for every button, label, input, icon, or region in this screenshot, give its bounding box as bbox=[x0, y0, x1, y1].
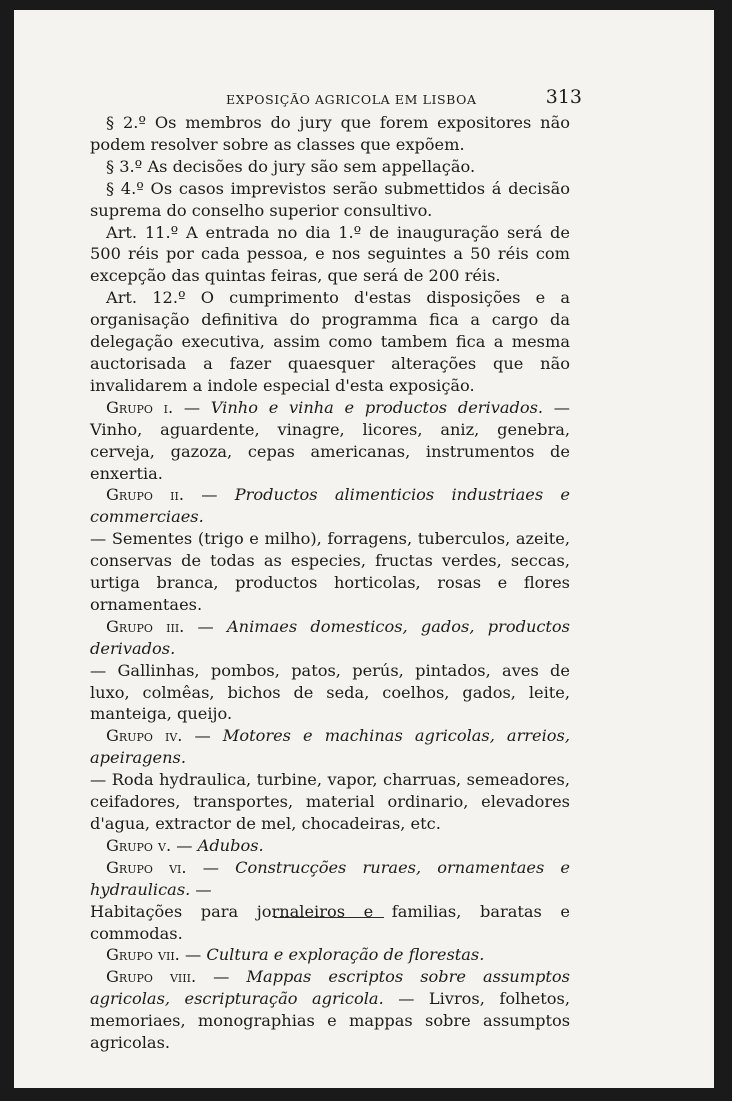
group-title: Productos alimenticios industriaes e commerciaes. bbox=[90, 485, 570, 527]
group-label: Grupo i. bbox=[106, 397, 174, 417]
group-label: Grupo ii. bbox=[106, 485, 185, 505]
paragraph-section-4: § 4.º Os casos imprevistos serão submettidos á decisão suprema do conselho superior consultivo. bbox=[90, 178, 570, 220]
group-title: Cultura e exploração de florestas. bbox=[206, 945, 485, 965]
group-label: Grupo viii. bbox=[106, 967, 197, 987]
group-entry: Grupo vii. — Cultura e exploração de florestas. bbox=[106, 945, 485, 965]
group-text: Livros, folhetos, memoriaes, monographias e mappas sobre assumptos agricolas. bbox=[90, 989, 570, 1053]
group-label: Grupo v. bbox=[106, 835, 172, 855]
page-body bbox=[90, 112, 570, 1054]
paragraph-article-11: Art. 11.º A entrada no dia 1.º de inauguração será de 500 réis por cada pessoa, e nos seguintes a 50 réis com excepção das quintas feiras, que será de 200 réis. bbox=[90, 222, 570, 286]
group-entry: Grupo ii. — Productos alimenticios industriaes e commerciaes. — Sementes (trigo e milho), forragens, tuberculos, azeite, conservas de todas as especies, fructas verdes, seccas, urtiga branca, productos horticolas, rosas e flores ornamentaes. bbox=[90, 485, 570, 614]
page-number: 313 bbox=[545, 86, 582, 108]
group-label: Grupo iii. bbox=[106, 616, 185, 636]
paragraph-section-3: § 3.º As decisões do jury são sem appellação. bbox=[106, 156, 476, 176]
group-title: Construcções ruraes, ornamentaes e hydraulicas. bbox=[90, 857, 571, 899]
running-head: EXPOSIÇÃO AGRICOLA EM LISBOA bbox=[226, 92, 477, 107]
group-entry: Grupo vi. — Construcções ruraes, ornamentaes e hydraulicas. — Habitações para jornaleiros e familias, baratas e commodas. bbox=[90, 857, 571, 943]
group-label: Grupo iv. bbox=[106, 726, 183, 746]
group-text: Vinho, aguardente, vinagre, licores, aniz, genebra, cerveja, gazoza, cepas americanas, instrumentos de enxertia. bbox=[90, 419, 570, 483]
group-text: Gallinhas, pombos, patos, perús, pintados, aves de luxo, colmêas, bichos de seda, coelhos, gados, leite, manteiga, queijo. bbox=[90, 660, 570, 724]
paragraph-section-2: § 2.º Os membros do jury que forem expositores não podem resolver sobre as classes que expõem. bbox=[90, 113, 570, 154]
group-title: Animaes domesticos, gados, productos derivados. bbox=[90, 616, 570, 658]
group-text: Sementes (trigo e milho), forragens, tuberculos, azeite, conservas de todas as especies, fructas verdes, seccas, urtiga branca, productos horticolas, rosas e flores ornamentaes. bbox=[90, 529, 570, 614]
group-label: Grupo vi. bbox=[106, 857, 187, 877]
group-text: Roda hydraulica, turbine, vapor, charruas, semeadores, ceifadores, transportes, material ordinario, elevadores d'agua, extractor de mel, chocadeiras, etc. bbox=[90, 770, 570, 833]
closing-rule bbox=[274, 917, 384, 918]
group-entry: Grupo v. — Adubos. bbox=[106, 835, 264, 855]
page-header bbox=[104, 86, 582, 110]
group-entry: Grupo i. — Vinho e vinha e productos derivados. — Vinho, aguardente, vinagre, licores, aniz, genebra, cerveja, gazoza, cepas americanas, instrumentos de enxertia. bbox=[90, 397, 570, 483]
group-title: Vinho e vinha e productos derivados. bbox=[210, 397, 544, 417]
group-title: Motores e machinas agricolas, arreios, apeiragens. bbox=[90, 726, 571, 768]
group-text: Habitações para jornaleiros e familias, baratas e commodas. bbox=[90, 901, 570, 943]
group-title: Adubos. bbox=[197, 835, 264, 855]
group-entry: Grupo iii. — Animaes domesticos, gados, productos derivados. — Gallinhas, pombos, patos, perús, pintados, aves de luxo, colmêas, bichos de seda, coelhos, gados, leite, manteiga, queijo. bbox=[90, 616, 570, 724]
group-label: Grupo vii. bbox=[106, 945, 180, 965]
group-entry: Grupo iv. — Motores e machinas agricolas, arreios, apeiragens. — Roda hydraulica, turbine, vapor, charruas, semeadores, ceifadores, transportes, material ordinario, elevadores d'agua, extractor de mel, chocadeiras, etc. bbox=[90, 726, 571, 833]
group-title: Mappas escriptos sobre assumptos agricolas, escripturação agricola. bbox=[90, 967, 570, 1009]
group-entry: Grupo viii. — Mappas escriptos sobre assumptos agricolas, escripturação agricola. — Livros, folhetos, memoriaes, monographias e mappas sobre assumptos agricolas. bbox=[90, 967, 570, 1053]
paragraph-article-12: Art. 12.º O cumprimento d'estas disposições e a organisação definitiva do programma fica a cargo da delegação executiva, assim como tambem fica a mesma auctorisada a fazer quaesquer alterações que não invalidarem a indole especial d'esta exposição. bbox=[90, 288, 570, 395]
